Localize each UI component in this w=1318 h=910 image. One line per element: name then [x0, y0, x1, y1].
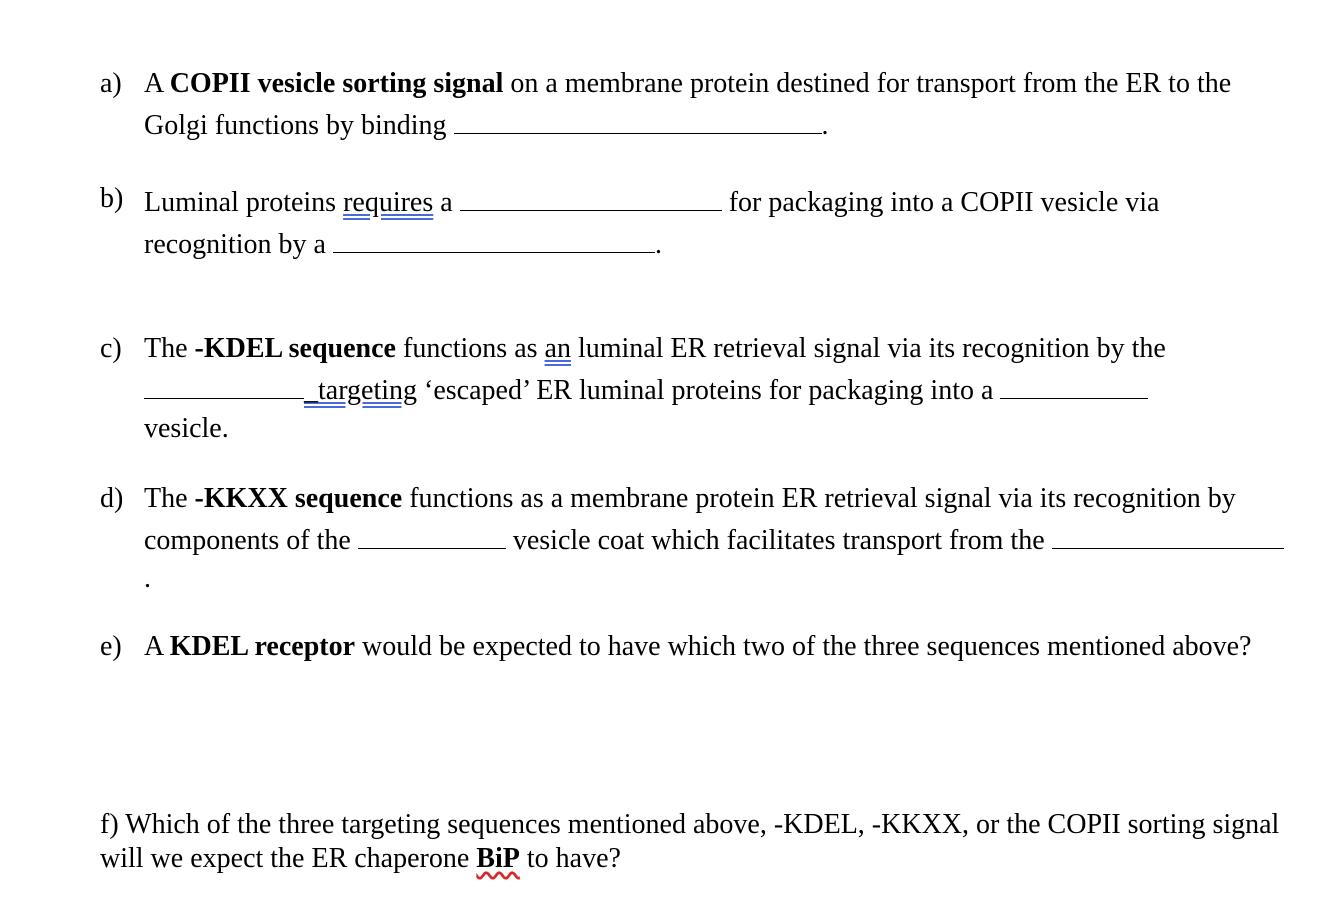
question-a-text: A COPII vesicle sorting signal on a membrane protein destined for transport from the ER to the Golgi functions by binding .	[144, 68, 1232, 141]
answer-blank-c1[interactable]	[144, 368, 304, 399]
question-d-label: d)	[100, 483, 124, 514]
question-f	[100, 808, 1290, 876]
question-a	[100, 65, 1290, 145]
question-c-text: The -KDEL sequence functions as an luminal ER retrieval signal via its recognition by the _targeting ‘escaped’ ER luminal proteins for packaging into a vesicle.	[144, 333, 1166, 444]
question-a-label: a)	[100, 68, 122, 99]
question-e-label: e)	[100, 631, 122, 662]
question-e	[100, 628, 1290, 666]
answer-blank-c2[interactable]	[1000, 368, 1148, 399]
question-b-text: Luminal proteins requires a for packaging into a COPII vesicle via recognition by a .	[144, 180, 1290, 264]
kdel-sequence-term: -KDEL sequence	[194, 333, 396, 364]
question-e-text: A KDEL receptor would be expected to have which two of the three sequences mentioned above?	[144, 631, 1252, 662]
answer-blank-a1[interactable]	[454, 103, 822, 134]
spelling-underline-bip: BiP	[476, 843, 520, 874]
answer-blank-d1[interactable]	[358, 518, 506, 549]
copii-sorting-signal-term: COPII vesicle sorting signal	[169, 68, 504, 99]
answer-blank-d2[interactable]	[1052, 518, 1284, 549]
grammar-underline-targeting: _targeting	[304, 375, 418, 406]
question-f-text: f) Which of the three targeting sequences mentioned above, -KDEL, -KKXX, or the COPII sorting signal will we expect the ER chaperone BiP to have?	[100, 809, 1280, 874]
question-d-text: The -KKXX sequence functions as a membrane protein ER retrieval signal via its recognition by components of the vesicle coat which facilitates transport from the .	[144, 480, 1290, 598]
question-b-label: b)	[100, 183, 124, 214]
kkxx-sequence-term: -KKXX sequence	[194, 483, 403, 514]
question-b	[100, 180, 1290, 264]
question-d	[100, 480, 1290, 598]
kdel-receptor-term: KDEL receptor	[169, 631, 356, 662]
question-c-label: c)	[100, 333, 122, 364]
grammar-underline-requires: requires	[343, 187, 434, 218]
answer-blank-b2[interactable]	[333, 222, 655, 253]
question-c	[100, 330, 1290, 448]
grammar-underline-an: an	[544, 333, 571, 364]
answer-blank-b1[interactable]	[460, 180, 722, 211]
